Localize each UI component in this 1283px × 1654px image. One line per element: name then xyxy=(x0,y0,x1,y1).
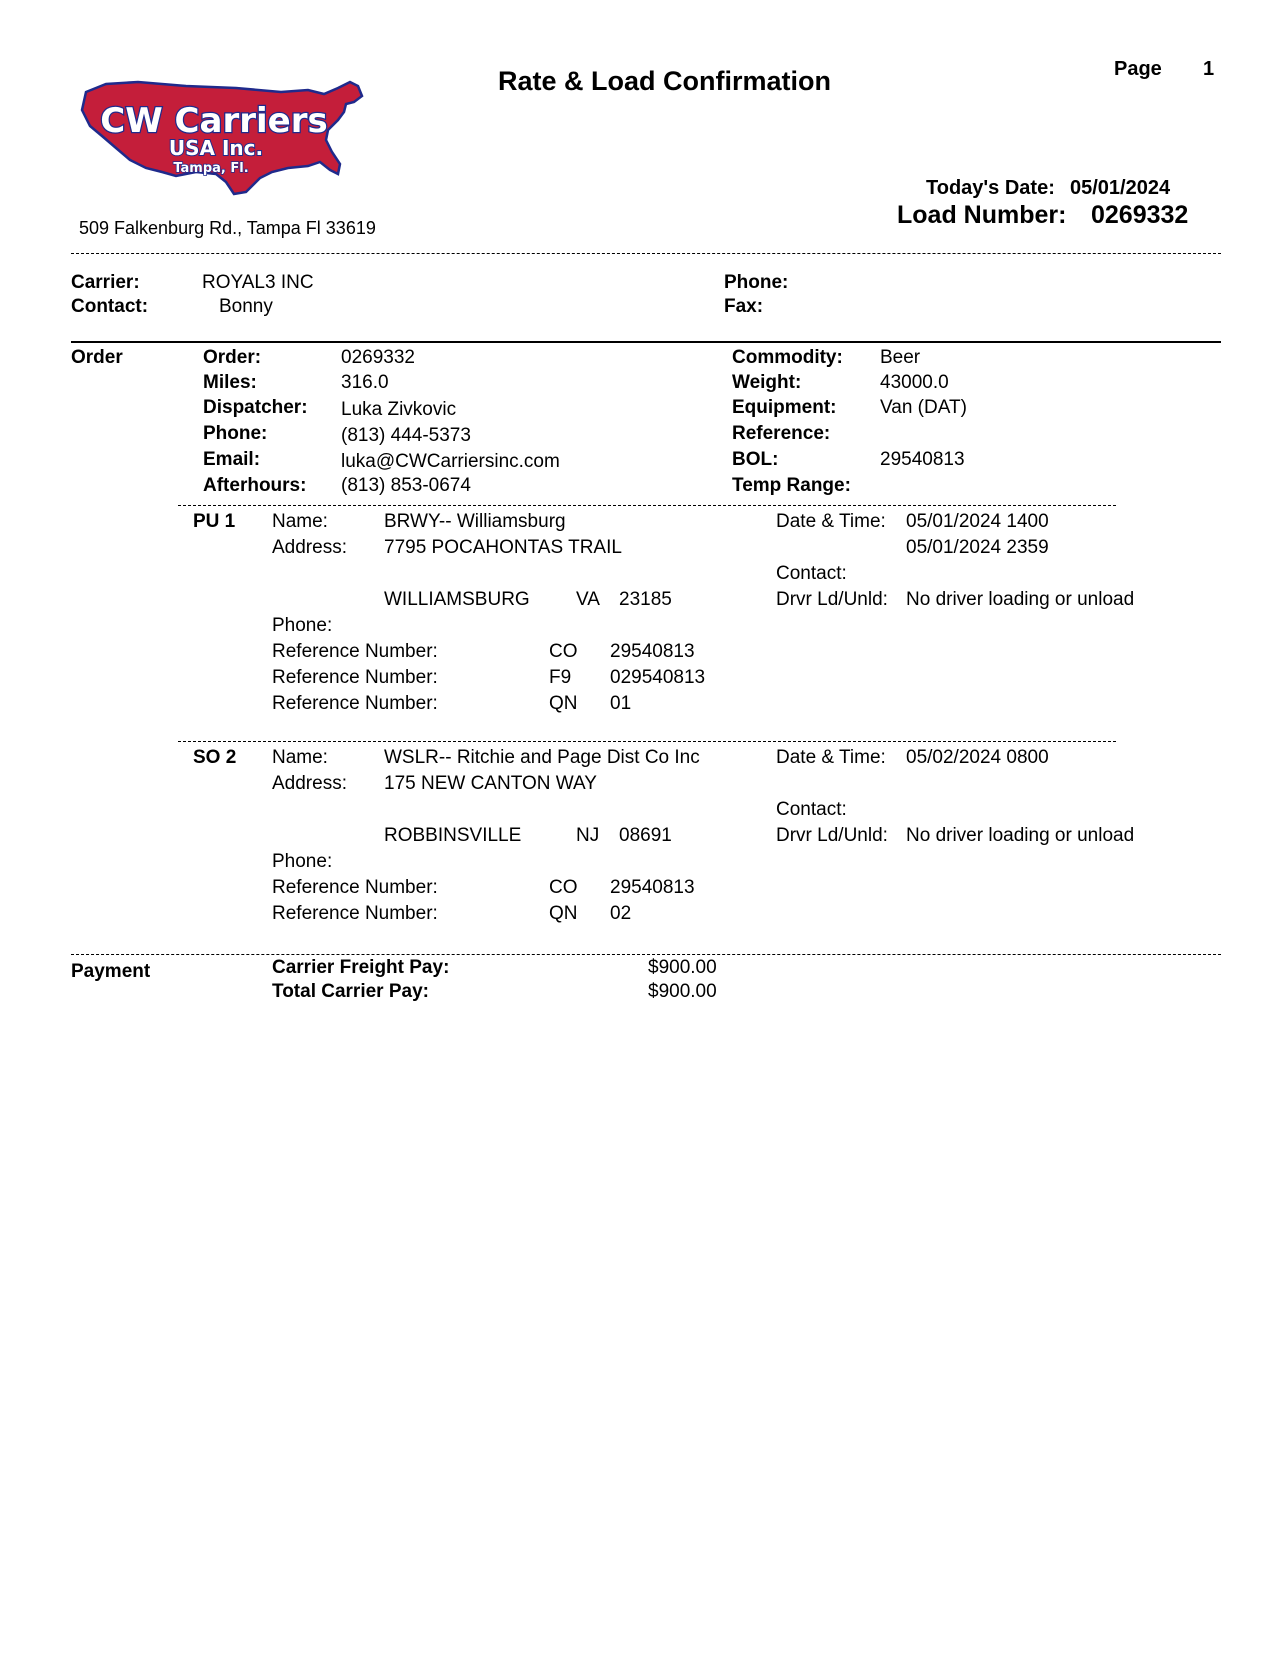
stop-address-label: Address: xyxy=(272,773,347,794)
order-field-label: Miles: xyxy=(203,372,257,393)
load-number-label: Load Number: xyxy=(897,201,1067,229)
reference-code: F9 xyxy=(549,667,572,688)
reference-value: 02 xyxy=(610,903,632,924)
reference-code: QN xyxy=(549,903,578,924)
order-field-value: Luka Zivkovic xyxy=(341,399,457,420)
order-field-value: 316.0 xyxy=(341,372,389,393)
datetime-value: 05/01/2024 1400 xyxy=(906,511,1049,532)
reference-value: 029540813 xyxy=(610,667,706,688)
reference-code: QN xyxy=(549,693,578,714)
contact-value: Bonny xyxy=(219,296,273,317)
reference-value: 29540813 xyxy=(610,877,695,898)
order-field-label: Phone: xyxy=(203,423,268,444)
stop-phone-label: Phone: xyxy=(272,851,333,872)
stop-address: 7795 POCAHONTAS TRAIL xyxy=(384,537,622,558)
order-field-label: Order: xyxy=(203,347,262,368)
company-address: 509 Falkenburg Rd., Tampa Fl 33619 xyxy=(79,218,376,238)
order-field-value: Van (DAT) xyxy=(880,397,967,418)
load-number: 0269332 xyxy=(1091,201,1189,229)
stop-name-label: Name: xyxy=(272,511,328,532)
stop-contact-label: Contact: xyxy=(776,563,847,584)
order-field-label: Weight: xyxy=(732,372,802,393)
contact-label: Contact: xyxy=(71,296,149,317)
divider xyxy=(71,253,1221,254)
logo-line-3: Tampa, Fl. xyxy=(173,161,249,176)
reference-code: CO xyxy=(549,641,578,662)
order-section-label: Order xyxy=(71,347,123,368)
reference-label: Reference Number: xyxy=(272,641,438,662)
stop-name: WSLR-- Ritchie and Page Dist Co Inc xyxy=(384,747,700,768)
reference-value: 01 xyxy=(610,693,632,714)
drvr-label: Drvr Ld/Unld: xyxy=(776,825,888,846)
datetime-label: Date & Time: xyxy=(776,511,886,532)
page-label: Page xyxy=(1114,58,1162,80)
document-title: Rate & Load Confirmation xyxy=(498,66,832,96)
order-field-value: (813) 444-5373 xyxy=(341,425,471,446)
stop-name-label: Name: xyxy=(272,747,328,768)
stop-address-label: Address: xyxy=(272,537,347,558)
payment-section-label: Payment xyxy=(71,961,151,982)
company-logo xyxy=(76,78,376,198)
datetime-value: 05/02/2024 0800 xyxy=(906,747,1049,768)
datetime-label: Date & Time: xyxy=(776,747,886,768)
reference-label: Reference Number: xyxy=(272,877,438,898)
divider xyxy=(178,741,1116,742)
reference-code: CO xyxy=(549,877,578,898)
carrier-phone-label: Phone: xyxy=(724,272,789,293)
order-field-value: 0269332 xyxy=(341,347,415,368)
divider xyxy=(71,341,1221,343)
order-field-value: 43000.0 xyxy=(880,372,949,393)
order-field-label: Temp Range: xyxy=(732,475,851,496)
order-field-label: Equipment: xyxy=(732,397,837,418)
total-pay-label: Total Carrier Pay: xyxy=(272,981,429,1002)
stop-city: ROBBINSVILLE xyxy=(384,825,522,846)
drvr-value: No driver loading or unload xyxy=(906,825,1135,846)
stop-id: SO 2 xyxy=(193,747,237,768)
drvr-value: No driver loading or unload xyxy=(906,589,1135,610)
reference-value: 29540813 xyxy=(610,641,695,662)
stop-phone-label: Phone: xyxy=(272,615,333,636)
carrier-label: Carrier: xyxy=(71,272,140,293)
logo-line-2: USA Inc. xyxy=(168,136,264,160)
reference-label: Reference Number: xyxy=(272,693,438,714)
order-field-label: BOL: xyxy=(732,449,779,470)
order-field-value: (813) 853-0674 xyxy=(341,475,471,496)
carrier-fax-label: Fax: xyxy=(724,296,764,317)
total-pay-value: $900.00 xyxy=(648,981,717,1002)
divider xyxy=(71,954,1221,955)
stop-state: VA xyxy=(576,589,600,610)
order-field-value: luka@CWCarriersinc.com xyxy=(341,451,560,472)
order-field-label: Dispatcher: xyxy=(203,397,308,418)
order-field-label: Commodity: xyxy=(732,347,843,368)
divider xyxy=(178,505,1116,506)
freight-pay-label: Carrier Freight Pay: xyxy=(272,957,450,978)
stop-zip: 08691 xyxy=(619,825,672,846)
stop-zip: 23185 xyxy=(619,589,672,610)
carrier-value: ROYAL3 INC xyxy=(202,272,314,293)
stop-state: NJ xyxy=(576,825,600,846)
order-field-value: 29540813 xyxy=(880,449,965,470)
stop-address: 175 NEW CANTON WAY xyxy=(384,773,597,794)
stop-city: WILLIAMSBURG xyxy=(384,589,530,610)
logo-line-1: CW Carriers xyxy=(100,101,328,141)
page-number: 1 xyxy=(1203,58,1215,80)
stop-contact-label: Contact: xyxy=(776,799,847,820)
datetime-value: 05/01/2024 2359 xyxy=(906,537,1049,558)
todays-date-label: Today's Date: xyxy=(926,177,1055,199)
drvr-label: Drvr Ld/Unld: xyxy=(776,589,888,610)
reference-label: Reference Number: xyxy=(272,667,438,688)
order-field-label: Afterhours: xyxy=(203,475,307,496)
order-field-value: Beer xyxy=(880,347,921,368)
stop-name: BRWY-- Williamsburg xyxy=(384,511,566,532)
order-field-label: Reference: xyxy=(732,423,831,444)
order-field-label: Email: xyxy=(203,449,261,470)
reference-label: Reference Number: xyxy=(272,903,438,924)
stop-id: PU 1 xyxy=(193,511,236,532)
freight-pay-value: $900.00 xyxy=(648,957,717,978)
todays-date: 05/01/2024 xyxy=(1070,177,1171,199)
